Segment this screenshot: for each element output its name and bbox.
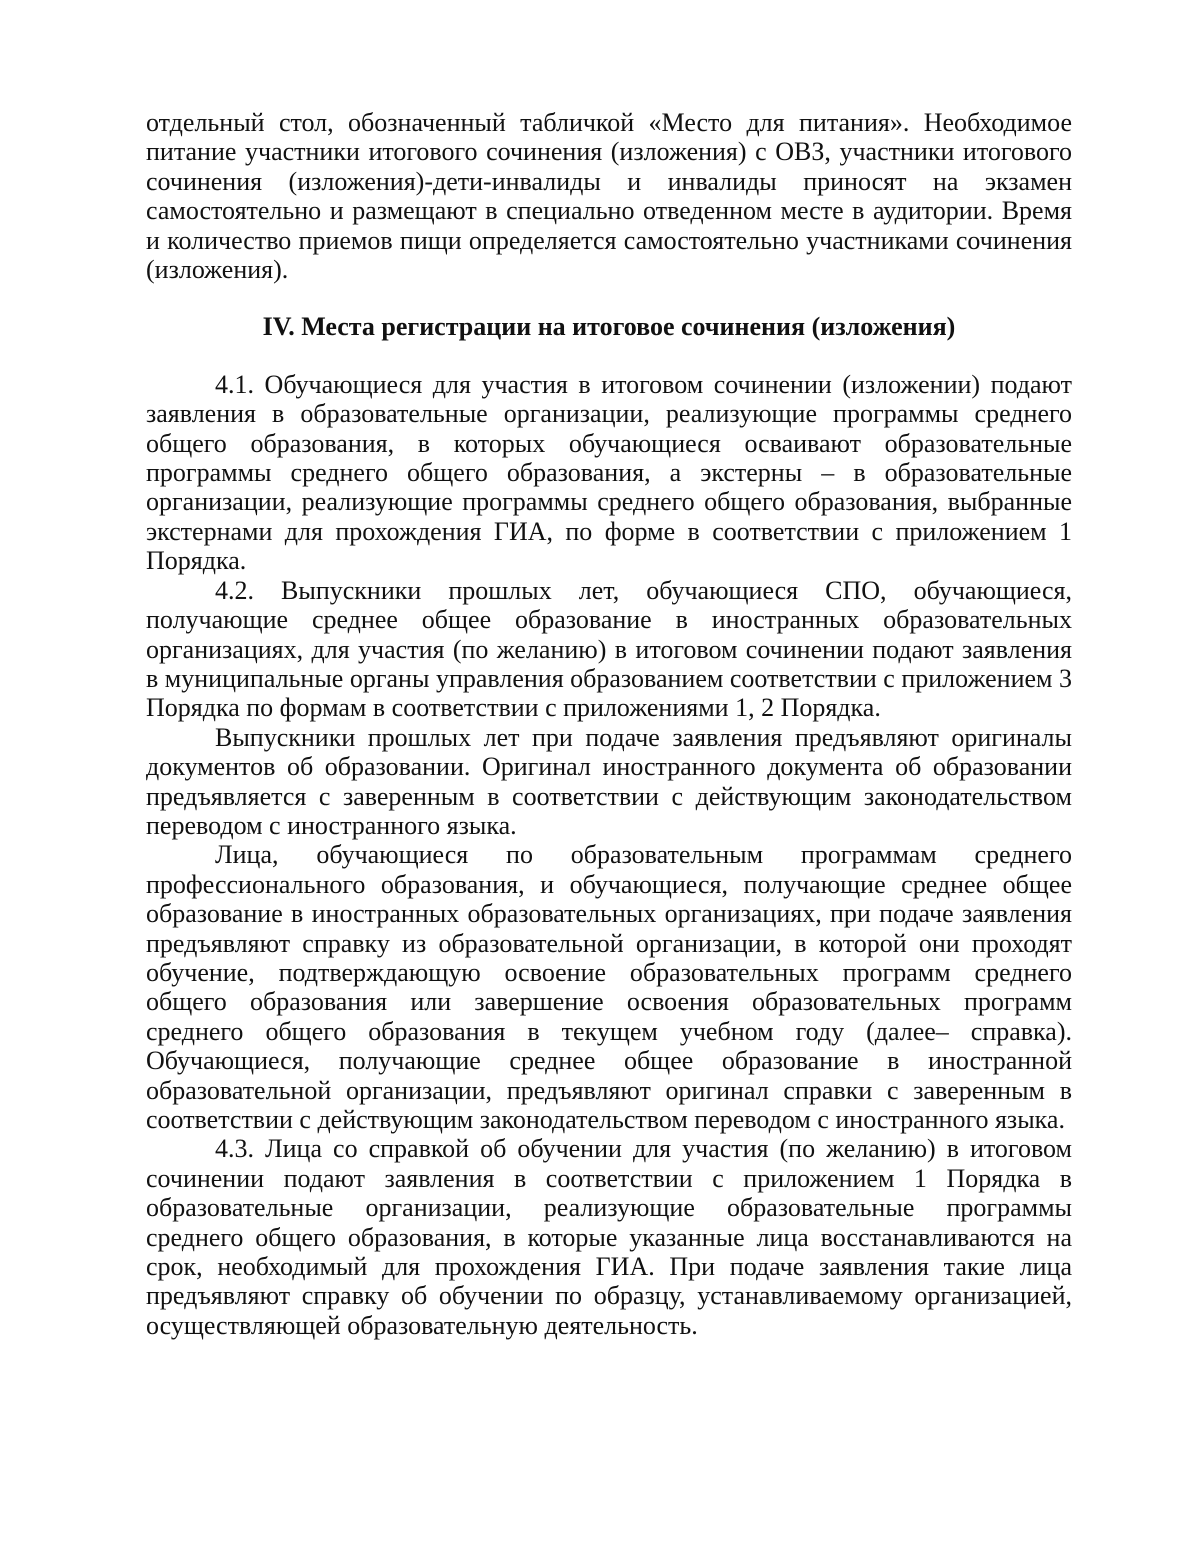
paragraph-persons-spo: Лица, обучающиеся по образовательным программам среднего профессионального образования, и обучающиеся, получающие среднее общее образование в иностранных образовательных организациях, при подаче заявления предъявляют справку из образовательной организации, в которой они проходят обучение, подтверждающую освоение образовательных программ среднего общего образования или завершение освоения образовательных программ среднего общего образования в текущем учебном году (далее– справка). Обучающиеся, получающие среднее общее образование в иностранной образовательной организации, предъявляют оригинал справки с заверенным в соответствии с действующим законодательством переводом с иностранного языка. (146, 840, 1072, 1134)
paragraph-graduates: Выпускники прошлых лет при подаче заявления предъявляют оригиналы документов об образовании. Оригинал иностранного документа об образовании предъявляется с заверенным в соответствии с действующим законодательством переводом с иностранного языка. (146, 722, 1072, 840)
paragraph-4-2: 4.2. Выпускники прошлых лет, обучающиеся СПО, обучающиеся, получающие среднее общее образование в иностранных образовательных организациях, для участия (по желанию) в итоговом сочинении подают заявления в муниципальные органы управления образованием соответствии с приложением 3 Порядка по формам в соответствии с приложениями 1, 2 Порядка. (146, 575, 1072, 723)
document-page (146, 108, 1072, 1340)
paragraph-4-3: 4.3. Лица со справкой об обучении для участия (по желанию) в итоговом сочинении подают заявления в соответствии с приложением 1 Порядка в образовательные организации, реализующие образовательные программы среднего общего образования, в которые указанные лица восстанавливаются на срок, необходимый для прохождения ГИА. При подаче заявления такие лица предъявляют справку об обучении по образцу, устанавливаемому организацией, осуществляющей образовательную деятельность. (146, 1134, 1072, 1340)
section-heading: IV. Места регистрации на итоговое сочинения (изложения) (262, 312, 956, 342)
paragraph-4-1: 4.1. Обучающиеся для участия в итоговом сочинении (изложении) подают заявления в образовательные организации, реализующие программы среднего общего образования, в которых обучающиеся осваивают образовательные программы среднего общего образования, а экстерны – в образовательные организации, реализующие программы среднего общего образования, выбранные экстернами для прохождения ГИА, по форме в соответствии с приложением 1 Порядка. (146, 369, 1072, 576)
intro-paragraph: отдельный стол, обозначенный табличкой «Место для питания». Необходимое питание участники итогового сочинения (изложения) с ОВЗ, участники итогового сочинения (изложения)-дети-инвалиды и инвалиды приносят на экзамен самостоятельно и размещают в специально отведенном месте в аудитории. Время и количество приемов пищи определяется самостоятельно участниками сочинения (изложения). (146, 108, 1072, 285)
